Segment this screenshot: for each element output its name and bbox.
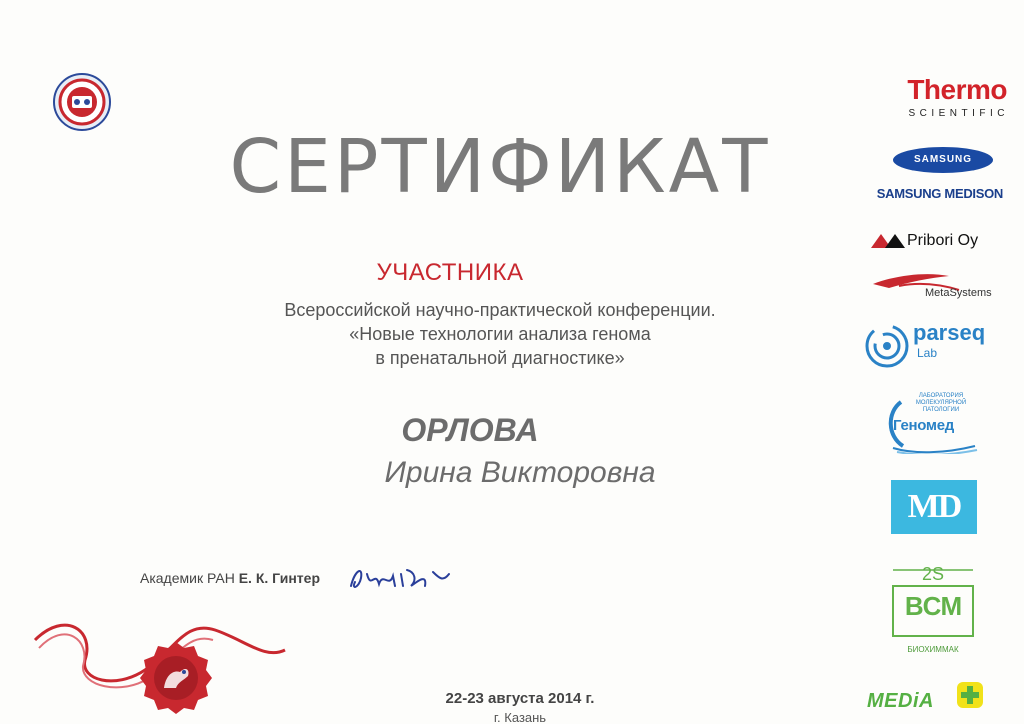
plus-icon [955, 680, 985, 710]
thermo-logo: Thermo [907, 74, 1007, 105]
bcm-top-label: 2S [921, 564, 945, 584]
bcm-sub-label: БИОХИММАК [907, 645, 959, 654]
event-date: 22-23 августа 2014 г. [445, 690, 595, 707]
certificate-title: СЕРТИФИКАТ [229, 124, 771, 210]
signer-name: Е. К. Гинтер [238, 570, 321, 586]
pribori-logo: Pribori Oy [907, 232, 979, 249]
thermo-logo-sub: SCIENTIFIC [908, 108, 1009, 119]
metasystems-logo: MetaSystems [925, 287, 992, 299]
event-city: г. Казань [493, 710, 547, 724]
certificate-subtitle: УЧАСТНИКА [376, 259, 524, 286]
samsung-logo: SAMSUNG [893, 147, 993, 173]
parseq-logo: parseq [913, 320, 986, 345]
samsung-medison-logo: SAMSUNG MEDISON [876, 186, 1003, 201]
participant-name: Ирина Викторовна [384, 456, 656, 489]
conference-line: Всероссийской научно-практической конференции. [284, 300, 716, 320]
sponsor-column [855, 0, 1015, 724]
signer-title: Академик РАН [140, 570, 235, 586]
conference-description [230, 298, 770, 370]
signature-image [345, 560, 455, 596]
conference-line: в пренатальной диагностике» [375, 348, 625, 368]
media-plus-logo: MEDiA [867, 690, 934, 712]
wax-seal-icon [138, 640, 214, 716]
conference-line: «Новые технологии анализа генома [349, 324, 651, 344]
organization-emblem-icon [52, 72, 112, 132]
participant-surname: ОРЛОВА [401, 412, 539, 448]
bcm-logo: BCM [904, 591, 962, 621]
md-logo: MD [891, 480, 977, 534]
signer-line [140, 570, 320, 586]
genomed-logo: Геномед [893, 417, 954, 434]
parseq-lab-label: Lab [917, 346, 938, 360]
genomed-small-label: ЛАБОРАТОРИЯ МОЛЕКУЛЯРНОЙ ПАТОЛОГИИ [915, 393, 967, 413]
